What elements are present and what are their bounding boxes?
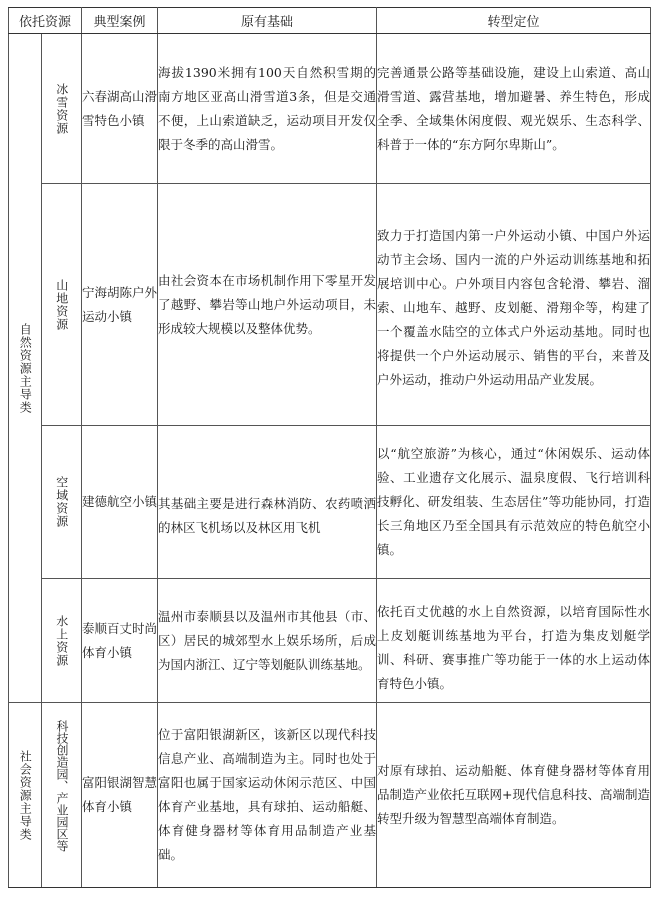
resource-label: 山地资源: [54, 278, 69, 331]
positioning-cell: 依托百丈优越的水上自然资源，以培育国际性水上皮划艇训练基地为平台，打造为集皮划艇学训、科研、赛事推广等功能于一体的水上运动体育特色小镇。: [377, 579, 651, 703]
group-label: 社会资源主导类: [18, 749, 33, 841]
table-header-row: [9, 8, 651, 34]
table-row: [9, 184, 651, 426]
resource-label: 冰雪资源: [54, 82, 69, 135]
basis-cell: 位于富阳银湖新区，该新区以现代科技信息产业、高端制造为主。同时也处于富阳也属于国家运动休闲示范区、中国体育产业基地，具有球拍、运动船艇、体育健身器材等体育用品制造产业基础。: [158, 703, 377, 888]
resource-label: 水上资源: [54, 614, 69, 667]
resource-cell: [42, 426, 82, 579]
group-label: 自然资源主导类: [18, 322, 33, 414]
basis-cell: 由社会资本在市场机制作用下零星开发了越野、攀岩等山地户外运动项目，未形成较大规模以及整体优势。: [158, 184, 377, 426]
header-resource: 依托资源: [9, 8, 82, 34]
positioning-cell: 以“航空旅游”为核心，通过“休闲娱乐、运动体验、工业遗存文化展示、温泉度假、飞行培训科技孵化、研发组装、生态居住”等功能协同，打造长三角地区乃至全国具有示范效应的特色航空小镇。: [377, 426, 651, 579]
case-cell: 建德航空小镇: [82, 426, 158, 579]
case-cell: 富阳银湖智慧体育小镇: [82, 703, 158, 888]
positioning-cell: 完善通景公路等基础设施，建设上山索道、高山滑雪道、露营基地，增加避暑、养生特色，形成全季、全域集休闲度假、观光娱乐、生态科学、科普于一体的“东方阿尔卑斯山”。: [377, 34, 651, 184]
header-positioning: 转型定位: [377, 8, 651, 34]
positioning-cell: 致力于打造国内第一户外运动小镇、中国户外运动节主会场、国内一流的户外运动训练基地和拓展培训中心。户外项目内容包含轮滑、攀岩、溜索、山地车、越野、皮划艇、滑翔伞等，构建了一个覆盖水陆空的立体式户外运动基地。同时也将提供一个户外运动展示、销售的平台，来普及户外运动，推动户外运动用品产业发展。: [377, 184, 651, 426]
case-cell: 六春湖高山滑雪特色小镇: [82, 34, 158, 184]
case-cell: 宁海胡陈户外运动小镇: [82, 184, 158, 426]
header-basis: 原有基础: [158, 8, 377, 34]
table-row: [9, 426, 651, 579]
case-cell: 泰顺百丈时尚体育小镇: [82, 579, 158, 703]
table-row: [9, 34, 651, 184]
basis-cell: 其基础主要是进行森林消防、农药喷洒的林区飞机场以及林区用飞机: [158, 426, 377, 579]
resource-cell: [42, 703, 82, 888]
group-cell-social: [9, 703, 42, 888]
basis-cell: 海拔1390米拥有100天自然积雪期的南方地区亚高山滑雪道3条，但是交通不便，上山索道缺乏，运动项目开发仅限于冬季的高山滑雪。: [158, 34, 377, 184]
basis-cell: 温州市泰顺县以及温州市其他县（市、区）居民的城郊型水上娱乐场所，后成为国内浙江、辽宁等划艇队训练基地。: [158, 579, 377, 703]
positioning-cell: 对原有球拍、运动船艇、体育健身器材等体育用品制造产业依托互联网+现代信息科技、高端制造转型升级为智慧型高端体育制造。: [377, 703, 651, 888]
group-cell-natural: [9, 34, 42, 703]
resource-label: 科技创造园、产业园区等: [55, 720, 69, 852]
resource-cell: [42, 184, 82, 426]
resource-cell: [42, 579, 82, 703]
resource-label: 空域资源: [54, 476, 69, 528]
table-row: [9, 579, 651, 703]
sports-town-table: [8, 7, 651, 888]
resource-cell: [42, 34, 82, 184]
table-row: [9, 703, 651, 888]
header-case: 典型案例: [82, 8, 158, 34]
